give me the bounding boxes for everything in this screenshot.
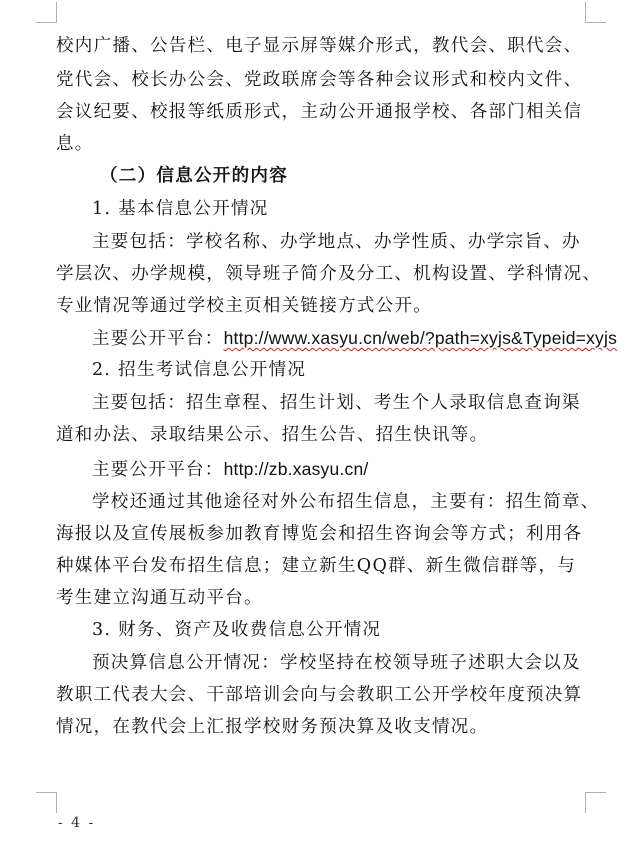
item3-title: 3. 财务、资产及收费信息公开情况: [92, 620, 382, 640]
item2-extra-line: 学校还通过其他途径对外公布招生信息，主要有：招生简章、: [92, 492, 600, 512]
item1-body-line: 学层次、办学规模，领导班子简介及分工、机构设置、学科情况、: [56, 264, 602, 284]
item1-title: 1. 基本信息公开情况: [92, 199, 269, 219]
crop-mark-bottom-right: [585, 792, 606, 813]
item3-body-line: 预决算信息公开情况：学校坚持在校领导班子述职大会以及: [92, 653, 581, 673]
body-line: 党代会、校长办公会、党政联席会等各种会议形式和校内文件、: [56, 70, 583, 90]
platform-link[interactable]: http://zb.xasyu.cn/: [223, 459, 369, 479]
item2-extra-line: 海报以及宣传展板参加教育博览会和招生咨询会等方式；利用各: [56, 524, 583, 544]
item2-title: 2. 招生考试信息公开情况: [92, 360, 307, 380]
platform-label: 主要公开平台：: [92, 460, 224, 480]
item3-body-line: 情况，在教代会上汇报学校财务预决算及收支情况。: [56, 717, 489, 737]
platform-link[interactable]: http://www.xasyu.cn/web/?path=xyjs&Typeid=xyjs: [223, 328, 618, 348]
crop-mark-bottom-left: [36, 792, 57, 813]
crop-mark-top-left: [36, 2, 57, 23]
item3-body-line: 教职工代表大会、干部培训会向与会教职工公开学校年度预决算: [56, 685, 583, 705]
item2-platform: [92, 457, 596, 482]
body-line: 息。: [56, 134, 94, 154]
crop-mark-top-right: [585, 2, 606, 23]
body-line: 会议纪要、校报等纸质形式，主动公开通报学校、各部门相关信: [56, 102, 583, 122]
page-number: - 4 -: [58, 815, 96, 831]
item2-extra-line: 考生建立沟通互动平台。: [56, 588, 263, 608]
item1-body-line: 主要包括：学校名称、办学地点、办学性质、办学宗旨、办: [92, 232, 581, 252]
item1-body-line: 专业情况等通过学校主页相关链接方式公开。: [56, 296, 432, 316]
item2-body-line: 主要包括：招生章程、招生计划、考生个人录取信息查询渠: [92, 393, 581, 413]
item1-platform: [92, 326, 618, 351]
item2-extra-line: 种媒体平台发布招生信息；建立新生QQ群、新生微信群等，与: [56, 556, 577, 576]
section-heading: （二）信息公开的内容: [100, 166, 288, 186]
item2-body-line: 道和办法、录取结果公示、招生公告、招生快讯等。: [56, 425, 489, 445]
body-line: 校内广播、公告栏、电子显示屏等媒介形式，教代会、职代会、: [56, 36, 583, 56]
platform-label: 主要公开平台：: [92, 329, 224, 349]
